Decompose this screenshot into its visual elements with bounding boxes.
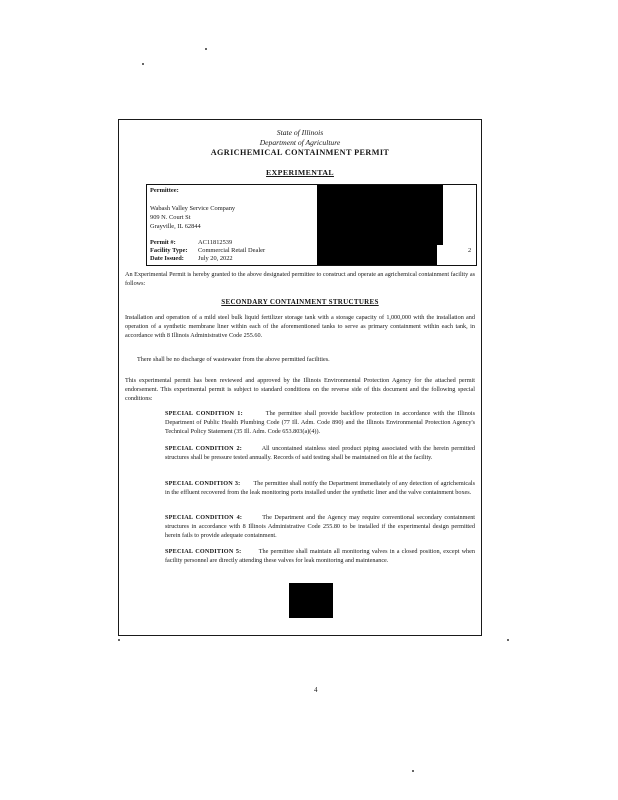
page-number: 4: [314, 686, 318, 694]
state-name: State of Illinois: [276, 128, 324, 137]
permittee-box: [146, 184, 477, 266]
intro-paragraph: An Experimental Permit is hereby granted to the above designated permittee to construct and operate an agrichemical containment facility as follows:: [125, 271, 475, 287]
permit-title: AGRICHEMICAL CONTAINMENT PERMIT: [210, 148, 390, 157]
permittee-address-line2: Grayville, IL 62844: [150, 223, 201, 230]
special-condition-2-label: SPECIAL CONDITION 2:: [165, 445, 243, 452]
special-condition-3-label: SPECIAL CONDITION 3:: [165, 480, 241, 487]
permit-page: [118, 119, 482, 636]
special-condition-1: [165, 410, 475, 436]
date-issued-value: July 20, 2022: [198, 255, 233, 262]
permittee-name: Wabash Valley Service Company: [150, 205, 236, 212]
special-condition-2-text: All uncontained stainless steel product piping associated with the herein permitted structures shall be pressure tested annually. Records of said testing shall be maintained on file at the facility.: [165, 445, 476, 461]
permit-number-value: AC11812539: [198, 239, 233, 246]
special-condition-5: [165, 548, 475, 566]
signature-redaction: [289, 583, 333, 618]
scan-speck: [118, 639, 120, 641]
section-heading: SECONDARY CONTAINMENT STRUCTURES: [221, 298, 379, 306]
wastewater-paragraph: There shall be no discharge of wastewater from the above permitted facilities.: [137, 356, 330, 363]
permit-number-label: Permit #:: [150, 239, 176, 246]
scan-speck: [507, 639, 509, 641]
special-condition-4: [165, 514, 475, 540]
special-condition-3: [165, 480, 475, 498]
containment-paragraph: Installation and operation of a mild steel bulk liquid fertilizer storage tank with a storage capacity of 1,000,000 with the installation and operation of a synthetic membrane liner within each of the aforementioned tanks to serve as primary containment within each tank, in accordance with 8 Illinois Administrative Code 255.60.: [125, 314, 475, 339]
special-condition-1-label: SPECIAL CONDITION 1:: [165, 410, 243, 417]
facility-type-label: Facility Type:: [150, 247, 188, 254]
special-condition-4-text: The Department and the Agency may require conventional secondary containment structures in accordance with 8 Illinois Administrative Code 255.80 to be installed if the experimental design permitted herein fails to provide adequate containment.: [165, 514, 476, 539]
permittee-address-line1: 909 N. Court St: [150, 214, 191, 221]
approval-paragraph: This experimental permit has been reviewed and approved by the Illinois Environmental Protection Agency for the attached permit endorsement. This experimental permit is subject to standard conditions on the reverse side of this document and the following special conditions:: [125, 377, 475, 402]
redaction-block-top: [317, 185, 443, 245]
special-condition-2: [165, 445, 475, 463]
scan-speck: [142, 63, 144, 65]
special-condition-5-label: SPECIAL CONDITION 5:: [165, 548, 242, 555]
redaction-block-bottom: [317, 245, 437, 265]
right-edge-digit: 2: [468, 247, 472, 254]
special-condition-5-text: The permittee shall maintain all monitoring valves in a closed position, except when facility personnel are directly attending these valves for leak monitoring and maintenance.: [165, 548, 475, 564]
special-condition-3-text: The permittee shall notify the Department immediately of any detection of agrichemicals in the effluent recovered from the leak monitoring ports installed under the synthetic liner and the valve containment boxes.: [165, 480, 476, 496]
facility-type-value: Commercial Retail Dealer: [198, 247, 266, 254]
scan-speck: [412, 770, 414, 772]
special-condition-1-text: The permittee shall provide backflow protection in accordance with the Illinois Department of Public Health Plumbing Code (77 Ill. Adm. Code 890) and the Illinois Environmental Protection Agency's Technical Policy Statement (35 Ill. Adm. Code 653.803(a)(4)).: [165, 410, 476, 435]
department-name: Department of Agriculture: [259, 138, 341, 147]
special-condition-4-label: SPECIAL CONDITION 4:: [165, 514, 243, 521]
scan-speck: [205, 48, 207, 50]
date-issued-label: Date Issued:: [150, 255, 184, 262]
permittee-label: Permittee:: [150, 187, 179, 194]
permit-class: EXPERIMENTAL: [266, 168, 334, 177]
